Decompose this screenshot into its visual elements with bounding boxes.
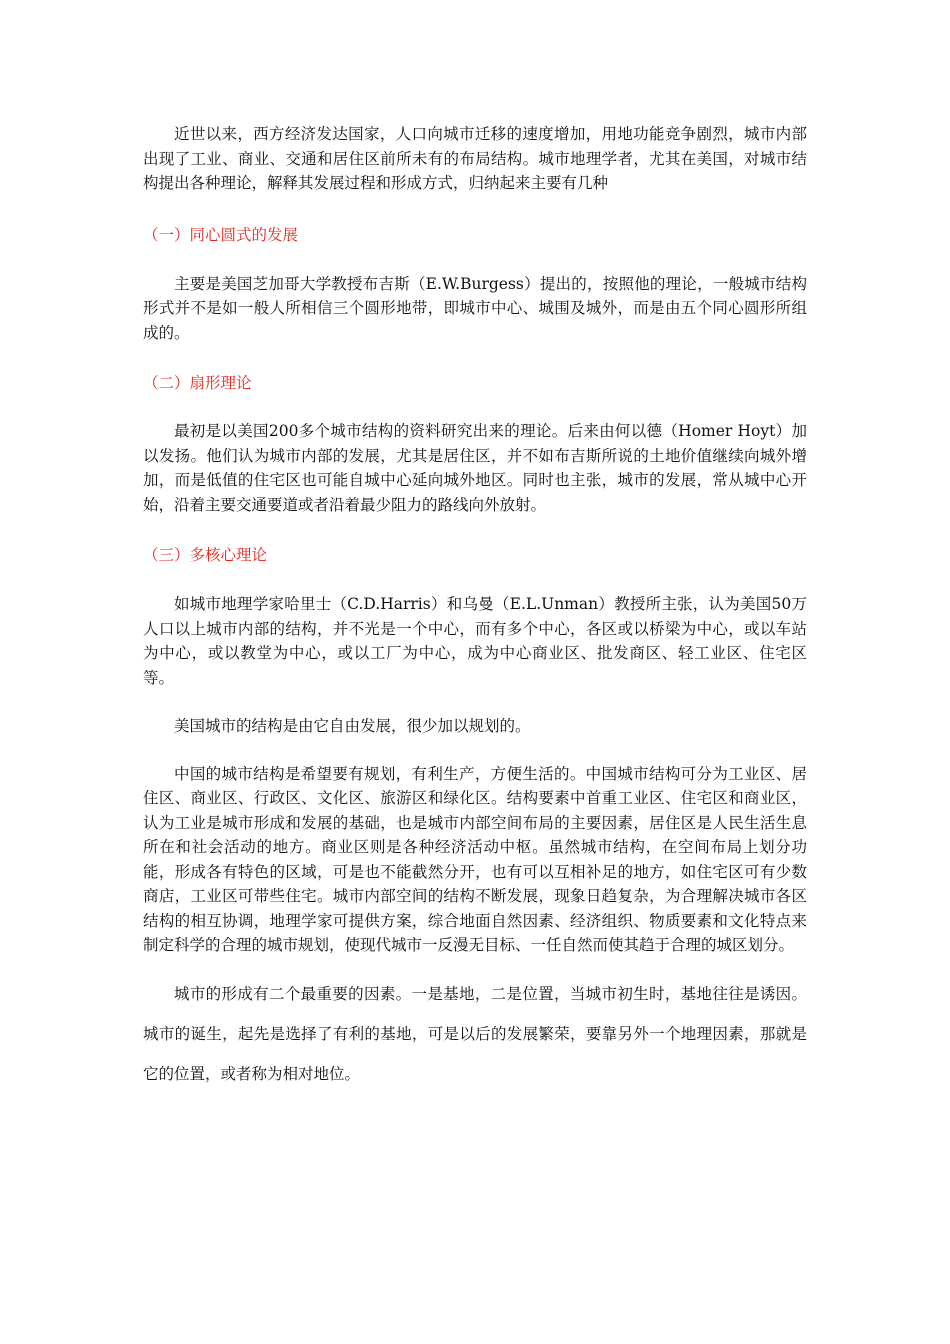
- intro-paragraph: 近世以来，西方经济发达国家，人口向城市迁移的速度增加，用地功能竞争剧烈，城市内部出现了工业、商业、交通和居住区前所未有的布局结构。城市地理学者，尤其在美国，对城市结构提出各种理论，解释其发展过程和形成方式，归纳起来主要有几种: [143, 125, 807, 192]
- document-body: [143, 122, 807, 1094]
- sector-theory-paragraph: 最初是以美国200多个城市结构的资料研究出来的理论。后来由何以德（Homer Hoyt）加以发扬。他们认为城市内部的发展，尤其是居住区，并不如布吉斯所说的土地价值继续向城外增加，而是低值的住宅区也可能自城中心延向城外地区。同时也主张，城市的发展，常从城中心开始，沿着主要交通要道或者沿着最少阻力的路线向外放射。: [143, 422, 807, 514]
- us-cities-paragraph: 美国城市的结构是由它自由发展，很少加以规划的。: [174, 717, 531, 735]
- china-cities-paragraph: 中国的城市结构是希望要有规划，有利生产，方便生活的。中国城市结构可分为工业区、居住区、商业区、行政区、文化区、旅游区和绿化区。结构要素中首重工业区、住宅区和商业区，认为工业是城市形成和发展的基础，也是城市内部空间布局的主要因素，居住区是人民生活生息所在和社会活动的地方。商业区则是各种经济活动中枢。虽然城市结构，在空间布局上划分功能，形成各有特色的区域，可是也不能截然分开，也有可以互相补足的地方，如住宅区可有少数商店，工业区可带些住宅。城市内部空间的结构不断发展，现象日趋复杂，为合理解决城市各区结构的相互协调，地理学家可提供方案，综合地面自然因素、经济组织、物质要素和文化特点来制定科学的合理的城市规划，使现代城市一反漫无目标、一任自然而使其趋于合理的城区划分。: [143, 764, 807, 954]
- city-factors-paragraph: 城市的形成有二个最重要的因素。一是基地，二是位置，当城市初生时，基地往往是诱因。城市的诞生，起先是选择了有利的基地，可是以后的发展繁荣，要靠另外一个地理因素，那就是它的位置，或者称为相对地位。: [143, 984, 807, 1083]
- section-heading-multinuclei: （三）多核心理论: [143, 546, 268, 564]
- multinuclei-theory-paragraph: 如城市地理学家哈里士（C.D.Harris）和乌曼（E.L.Unman）教授所主张，认为美国50万人口以上城市内部的结构，并不光是一个中心，而有多个中心，各区或以桥梁为中心，或以车站为中心，或以教堂为中心，或以工厂为中心，成为中心商业区、批发商区、轻工业区、住宅区等。: [143, 595, 807, 687]
- section-heading-concentric: （一）同心圆式的发展: [143, 225, 299, 244]
- concentric-theory-paragraph: 主要是美国芝加哥大学教授布吉斯（E.W.Burgess）提出的，按照他的理论，一般城市结构形式并不是如一般人所相信三个圆形地带，即城市中心、城围及城外，而是由五个同心圆形所组成的。: [143, 274, 807, 342]
- section-heading-sector: （二）扇形理论: [143, 374, 252, 392]
